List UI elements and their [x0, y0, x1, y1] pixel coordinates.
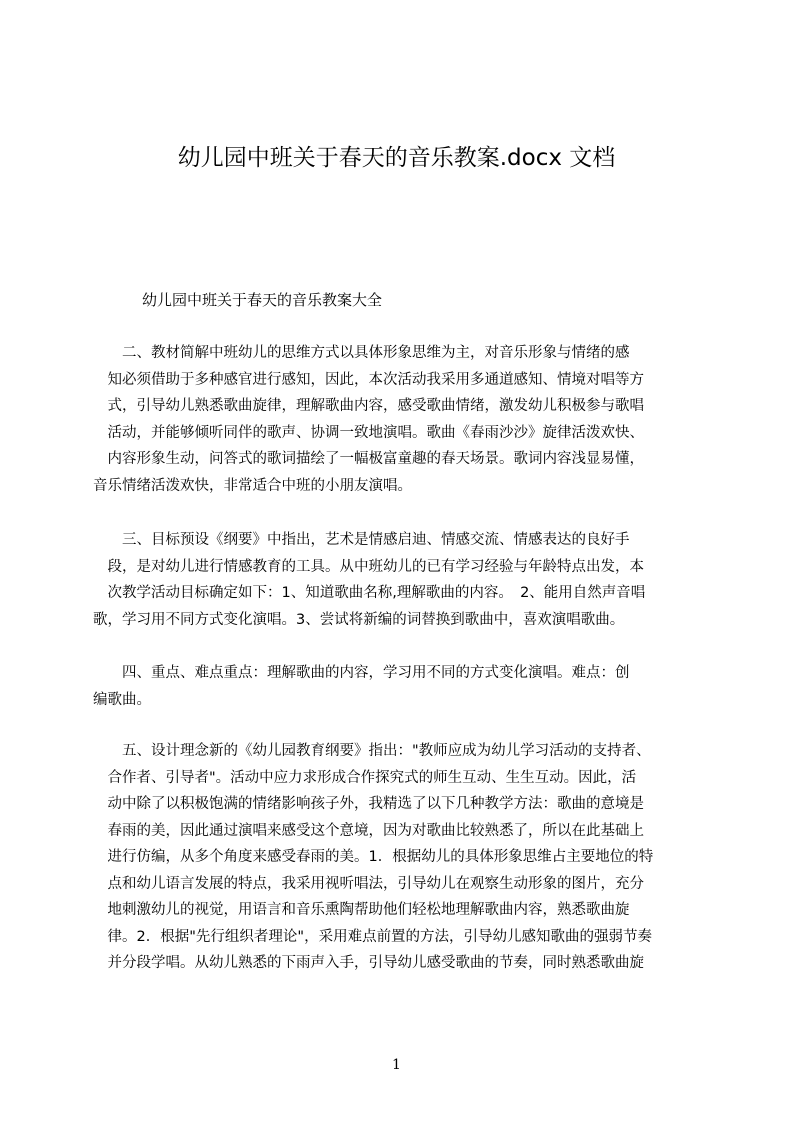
paragraph-line: 歌，学习用不同方式变化演唱。3、尝试将新编的词替换到歌曲中，喜欢演唱歌曲。: [93, 611, 625, 628]
paragraph-line: 律。2．根据"先行组织者理论"，采用难点前置的方法，引导幼儿感知歌曲的强弱节奏: [93, 928, 653, 945]
paragraph-design-concept: [93, 738, 703, 977]
paragraph-line: 进行仿编，从多个角度来感受春雨的美。1．根据幼儿的具体形象思维占主要地位的特: [93, 849, 654, 865]
paragraph-goals: [93, 527, 703, 633]
paragraph-line: 编歌曲。: [93, 691, 151, 708]
document-subtitle: 幼儿园中班关于春天的音乐教案大全: [142, 291, 383, 309]
paragraph-line: 段，是对幼儿进行情感教育的工具。从中班幼儿的已有学习经验与年龄特点出发，本: [93, 558, 644, 575]
paragraph-key-points: [93, 660, 703, 713]
paragraph-line: 五、设计理念新的《幼儿园教育纲要》指出："教师应成为幼儿学习活动的支持者、: [93, 743, 651, 759]
paragraph-materials: [93, 340, 703, 499]
paragraph-line: 式，引导幼儿熟悉歌曲旋律，理解歌曲内容，感受歌曲情绪，激发幼儿积极参与歌唱: [93, 398, 644, 414]
paragraph-line: 地刺激幼儿的视觉，用语言和音乐熏陶帮助他们轻松地理解歌曲内容，熟悉歌曲旋: [93, 902, 630, 918]
paragraph-line: 次教学活动目标确定如下：1、知道歌曲名称,理解歌曲的内容。 2、能用自然声音唱: [93, 585, 646, 601]
paragraph-line: 三、目标预设《纲要》中指出，艺术是情感启迪、情感交流、情感表达的良好手: [93, 532, 630, 548]
paragraph-line: 知必须借助于多种感官进行感知，因此，本次活动我采用多通道感知、情境对唱等方: [93, 371, 644, 388]
paragraph-line: 动中除了以积极饱满的情绪影响孩子外，我精选了以下几种教学方法：歌曲的意境是: [93, 796, 644, 812]
paragraph-line: 活动，并能够倾听同伴的歌声、协调一致地演唱。歌曲《春雨沙沙》旋律活泼欢快、: [93, 424, 644, 441]
paragraph-line: 并分段学唱。从幼儿熟悉的下雨声入手，引导幼儿感受歌曲的节奏，同时熟悉歌曲旋: [93, 955, 644, 971]
paragraph-line: 内容形象生动，问答式的歌词描绘了一幅极富童趣的春天场景。歌词内容浅显易懂，: [93, 451, 644, 467]
paragraph-line: 四、重点、难点重点：理解歌曲的内容，学习用不同的方式变化演唱。难点：创: [93, 665, 630, 681]
paragraph-line: 音乐情绪活泼欢快，非常适合中班的小朋友演唱。: [93, 477, 412, 494]
paragraph-line: 点和幼儿语言发展的特点，我采用视听唱法，引导幼儿在观察生动形象的图片，充分: [93, 875, 644, 892]
paragraph-line: 合作者、引导者"。活动中应力求形成合作探究式的师生互动、生生互动。因此，活: [93, 769, 637, 786]
document-title: 幼儿园中班关于春天的音乐教案.docx 文档: [177, 145, 616, 171]
page-number: 1: [392, 1057, 401, 1073]
paragraph-line: 二、教材简解中班幼儿的思维方式以具体形象思维为主，对音乐形象与情绪的感: [93, 345, 630, 361]
paragraph-line: 春雨的美，因此通过演唱来感受这个意境，因为对歌曲比较熟悉了，所以在此基础上: [93, 822, 644, 839]
